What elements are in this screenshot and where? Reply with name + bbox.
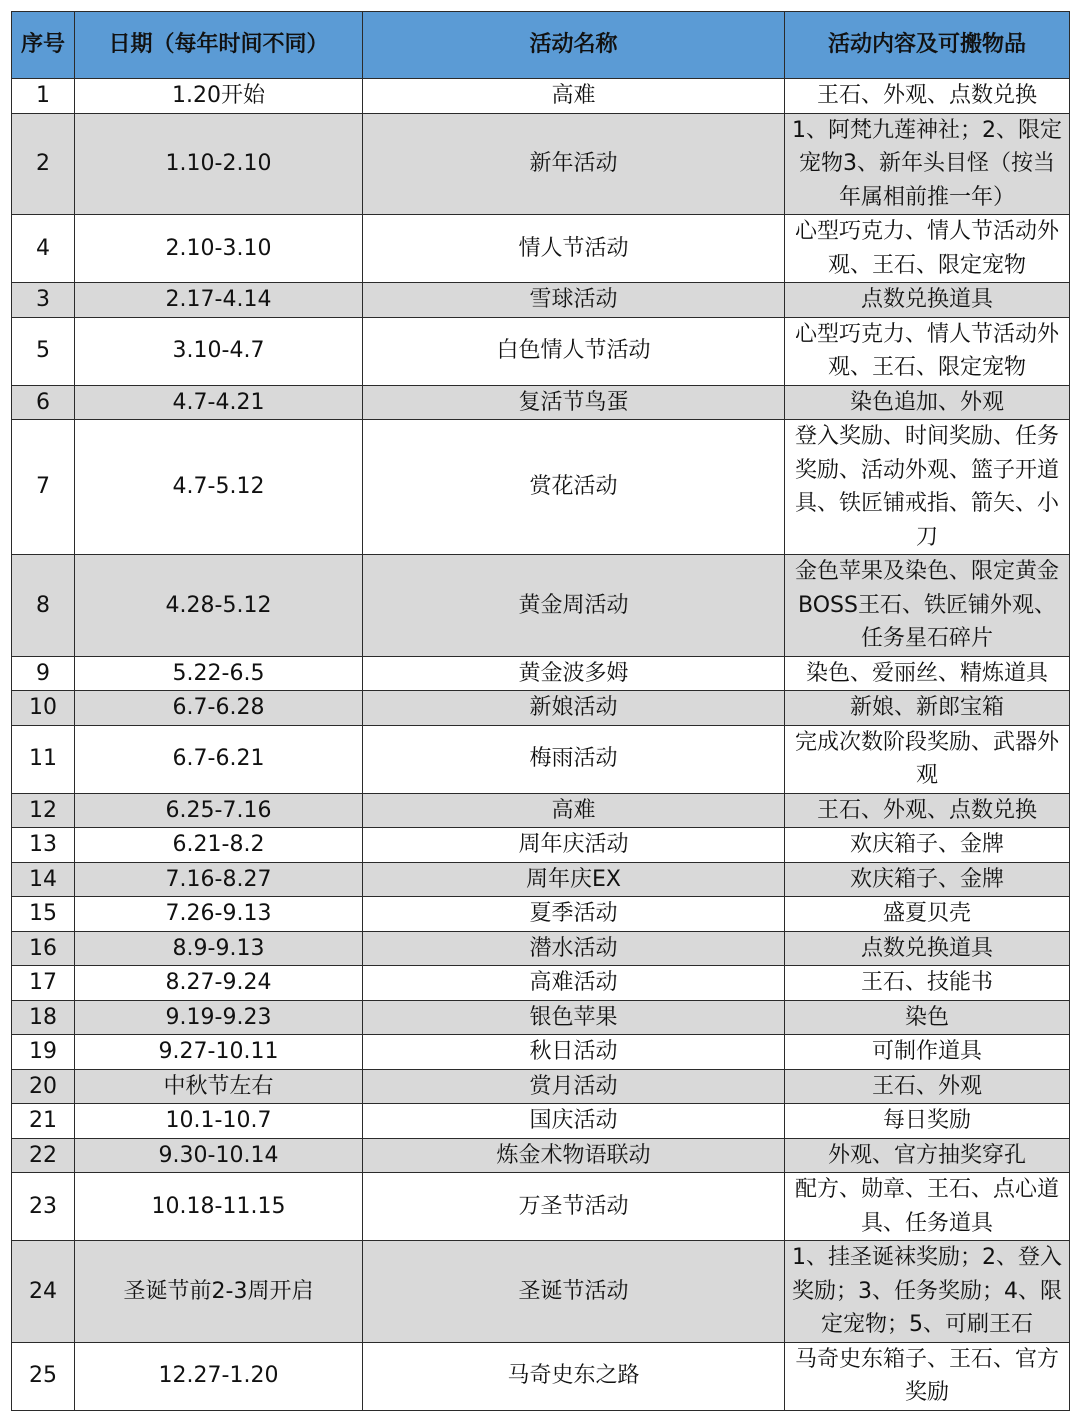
row-date: 9.19-9.23 bbox=[75, 1000, 363, 1035]
row-activity-content: 配方、勋章、王石、点心道具、任务道具 bbox=[785, 1173, 1070, 1241]
row-activity-content: 1、挂圣诞袜奖励；2、登入奖励；3、任务奖励；4、限定宠物；5、可刷王石 bbox=[785, 1241, 1070, 1343]
row-number: 19 bbox=[12, 1035, 75, 1070]
row-activity-content: 王石、外观、点数兑换 bbox=[785, 79, 1070, 114]
table-row bbox=[12, 1000, 1070, 1035]
row-date: 9.30-10.14 bbox=[75, 1138, 363, 1173]
row-activity-name: 黄金周活动 bbox=[363, 555, 785, 657]
row-date: 8.9-9.13 bbox=[75, 931, 363, 966]
table-row bbox=[12, 897, 1070, 932]
table-row bbox=[12, 1104, 1070, 1139]
row-date: 5.22-6.5 bbox=[75, 656, 363, 691]
row-activity-content: 欢庆箱子、金牌 bbox=[785, 828, 1070, 863]
table-row bbox=[12, 862, 1070, 897]
row-activity-name: 新娘活动 bbox=[363, 691, 785, 726]
row-number: 10 bbox=[12, 691, 75, 726]
row-date: 7.16-8.27 bbox=[75, 862, 363, 897]
table-row bbox=[12, 1241, 1070, 1343]
row-date: 9.27-10.11 bbox=[75, 1035, 363, 1070]
row-activity-content: 完成次数阶段奖励、武器外观 bbox=[785, 725, 1070, 793]
row-activity-name: 高难 bbox=[363, 793, 785, 828]
table-row bbox=[12, 931, 1070, 966]
row-activity-content: 王石、技能书 bbox=[785, 966, 1070, 1001]
row-activity-name: 万圣节活动 bbox=[363, 1173, 785, 1241]
row-number: 14 bbox=[12, 862, 75, 897]
row-activity-name: 潜水活动 bbox=[363, 931, 785, 966]
activity-schedule-table bbox=[11, 11, 1070, 1411]
row-activity-name: 夏季活动 bbox=[363, 897, 785, 932]
row-number: 16 bbox=[12, 931, 75, 966]
row-number: 25 bbox=[12, 1342, 75, 1410]
row-activity-content: 心型巧克力、情人节活动外观、王石、限定宠物 bbox=[785, 317, 1070, 385]
table-row bbox=[12, 828, 1070, 863]
row-activity-name: 银色苹果 bbox=[363, 1000, 785, 1035]
row-activity-name: 秋日活动 bbox=[363, 1035, 785, 1070]
row-activity-content: 外观、官方抽奖穿孔 bbox=[785, 1138, 1070, 1173]
row-activity-name: 圣诞节活动 bbox=[363, 1241, 785, 1343]
row-number: 17 bbox=[12, 966, 75, 1001]
row-activity-content: 登入奖励、时间奖励、任务奖励、活动外观、篮子开道具、铁匠铺戒指、箭矢、小刀 bbox=[785, 420, 1070, 555]
table-row bbox=[12, 1173, 1070, 1241]
row-number: 23 bbox=[12, 1173, 75, 1241]
table-row bbox=[12, 793, 1070, 828]
row-activity-content: 新娘、新郎宝箱 bbox=[785, 691, 1070, 726]
row-activity-content: 染色追加、外观 bbox=[785, 385, 1070, 420]
row-date: 10.1-10.7 bbox=[75, 1104, 363, 1139]
row-number: 5 bbox=[12, 317, 75, 385]
table-row bbox=[12, 1342, 1070, 1410]
row-number: 13 bbox=[12, 828, 75, 863]
row-number: 24 bbox=[12, 1241, 75, 1343]
table-row bbox=[12, 215, 1070, 283]
table-row bbox=[12, 656, 1070, 691]
row-date: 2.10-3.10 bbox=[75, 215, 363, 283]
row-date: 1.10-2.10 bbox=[75, 113, 363, 215]
header-date: 日期（每年时间不同） bbox=[75, 12, 363, 79]
row-activity-name: 周年庆EX bbox=[363, 862, 785, 897]
table-row bbox=[12, 283, 1070, 318]
row-activity-content: 1、阿梵九莲神社；2、限定宠物3、新年头目怪（按当年属相前推一年） bbox=[785, 113, 1070, 215]
row-activity-content: 欢庆箱子、金牌 bbox=[785, 862, 1070, 897]
row-activity-content: 点数兑换道具 bbox=[785, 931, 1070, 966]
table-row bbox=[12, 555, 1070, 657]
row-activity-content: 盛夏贝壳 bbox=[785, 897, 1070, 932]
row-date: 6.25-7.16 bbox=[75, 793, 363, 828]
row-number: 18 bbox=[12, 1000, 75, 1035]
row-activity-name: 雪球活动 bbox=[363, 283, 785, 318]
row-number: 2 bbox=[12, 113, 75, 215]
row-date: 6.7-6.21 bbox=[75, 725, 363, 793]
row-activity-name: 高难 bbox=[363, 79, 785, 114]
row-date: 10.18-11.15 bbox=[75, 1173, 363, 1241]
row-number: 20 bbox=[12, 1069, 75, 1104]
row-number: 3 bbox=[12, 283, 75, 318]
header-activity-name: 活动名称 bbox=[363, 12, 785, 79]
table-body bbox=[12, 79, 1070, 1411]
row-activity-name: 情人节活动 bbox=[363, 215, 785, 283]
row-activity-name: 国庆活动 bbox=[363, 1104, 785, 1139]
row-date: 7.26-9.13 bbox=[75, 897, 363, 932]
table-row bbox=[12, 420, 1070, 555]
row-number: 7 bbox=[12, 420, 75, 555]
table-row bbox=[12, 385, 1070, 420]
row-activity-name: 赏月活动 bbox=[363, 1069, 785, 1104]
table-row bbox=[12, 79, 1070, 114]
row-activity-content: 染色、爱丽丝、精炼道具 bbox=[785, 656, 1070, 691]
row-activity-name: 高难活动 bbox=[363, 966, 785, 1001]
row-activity-name: 白色情人节活动 bbox=[363, 317, 785, 385]
table-row bbox=[12, 1035, 1070, 1070]
row-number: 9 bbox=[12, 656, 75, 691]
table-row bbox=[12, 691, 1070, 726]
row-date: 圣诞节前2-3周开启 bbox=[75, 1241, 363, 1343]
row-activity-content: 每日奖励 bbox=[785, 1104, 1070, 1139]
row-number: 8 bbox=[12, 555, 75, 657]
row-activity-content: 点数兑换道具 bbox=[785, 283, 1070, 318]
row-date: 中秋节左右 bbox=[75, 1069, 363, 1104]
table-row bbox=[12, 113, 1070, 215]
row-number: 1 bbox=[12, 79, 75, 114]
row-date: 6.7-6.28 bbox=[75, 691, 363, 726]
table-row bbox=[12, 725, 1070, 793]
row-date: 1.20开始 bbox=[75, 79, 363, 114]
row-activity-name: 梅雨活动 bbox=[363, 725, 785, 793]
header-activity-content: 活动内容及可搬物品 bbox=[785, 12, 1070, 79]
row-activity-name: 复活节鸟蛋 bbox=[363, 385, 785, 420]
row-date: 4.7-4.21 bbox=[75, 385, 363, 420]
table-row bbox=[12, 1138, 1070, 1173]
row-number: 15 bbox=[12, 897, 75, 932]
row-number: 21 bbox=[12, 1104, 75, 1139]
row-activity-name: 炼金术物语联动 bbox=[363, 1138, 785, 1173]
table-header-row bbox=[12, 12, 1070, 79]
row-activity-content: 心型巧克力、情人节活动外观、王石、限定宠物 bbox=[785, 215, 1070, 283]
row-activity-content: 可制作道具 bbox=[785, 1035, 1070, 1070]
row-number: 22 bbox=[12, 1138, 75, 1173]
row-activity-content: 金色苹果及染色、限定黄金BOSS王石、铁匠铺外观、任务星石碎片 bbox=[785, 555, 1070, 657]
row-activity-content: 染色 bbox=[785, 1000, 1070, 1035]
row-number: 12 bbox=[12, 793, 75, 828]
row-activity-content: 王石、外观、点数兑换 bbox=[785, 793, 1070, 828]
header-number: 序号 bbox=[12, 12, 75, 79]
row-date: 6.21-8.2 bbox=[75, 828, 363, 863]
row-date: 4.28-5.12 bbox=[75, 555, 363, 657]
row-activity-name: 周年庆活动 bbox=[363, 828, 785, 863]
table-row bbox=[12, 1069, 1070, 1104]
row-date: 3.10-4.7 bbox=[75, 317, 363, 385]
row-activity-name: 马奇史东之路 bbox=[363, 1342, 785, 1410]
row-number: 4 bbox=[12, 215, 75, 283]
row-activity-name: 黄金波多姆 bbox=[363, 656, 785, 691]
row-activity-content: 王石、外观 bbox=[785, 1069, 1070, 1104]
row-activity-name: 新年活动 bbox=[363, 113, 785, 215]
row-number: 11 bbox=[12, 725, 75, 793]
row-activity-name: 赏花活动 bbox=[363, 420, 785, 555]
table-row bbox=[12, 317, 1070, 385]
row-date: 12.27-1.20 bbox=[75, 1342, 363, 1410]
row-number: 6 bbox=[12, 385, 75, 420]
row-date: 2.17-4.14 bbox=[75, 283, 363, 318]
table-row bbox=[12, 966, 1070, 1001]
row-activity-content: 马奇史东箱子、王石、官方奖励 bbox=[785, 1342, 1070, 1410]
row-date: 4.7-5.12 bbox=[75, 420, 363, 555]
row-date: 8.27-9.24 bbox=[75, 966, 363, 1001]
activity-table-container bbox=[11, 11, 1069, 1411]
